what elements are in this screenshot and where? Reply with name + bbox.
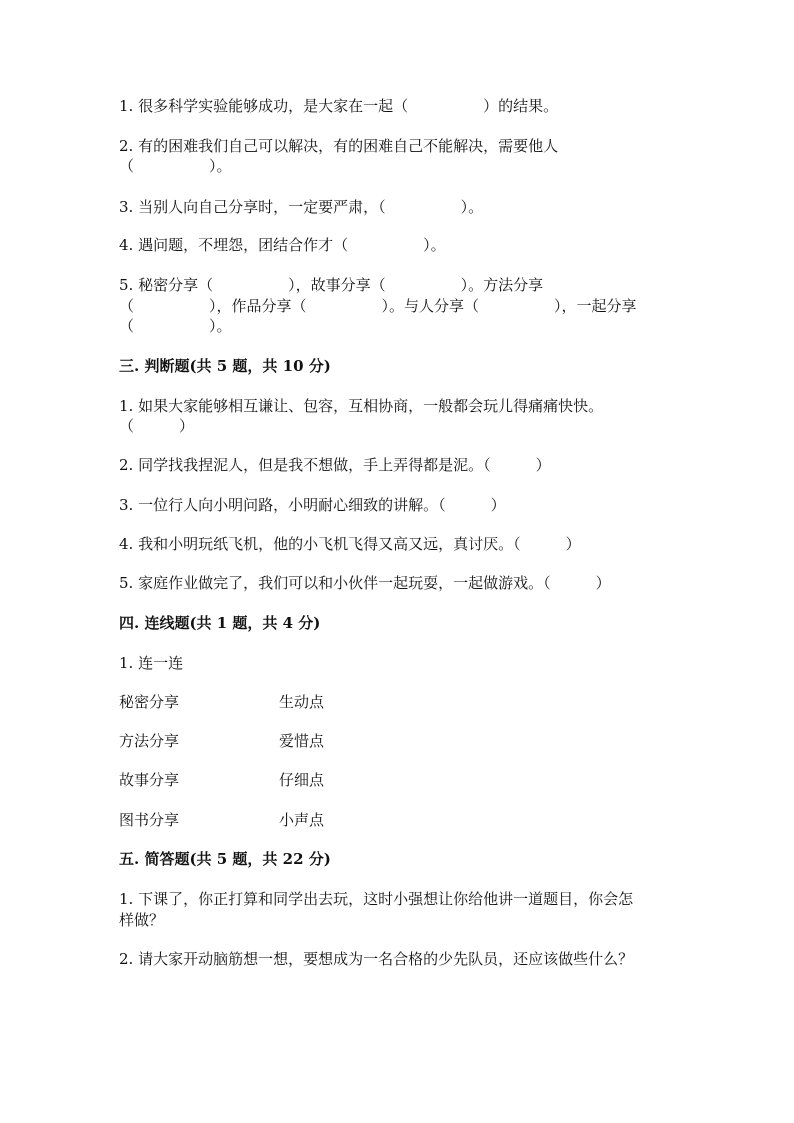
fill-question-1: 1. 很多科学实验能够成功，是大家在一起（ ）的结果。 bbox=[119, 97, 559, 115]
judge-question-1-line-1: 1. 如果大家能够相互谦让、包容，互相协商，一般都会玩儿得痛痛快快。 bbox=[119, 397, 604, 415]
match-question-1: 1. 连一连 bbox=[119, 654, 184, 672]
match-right-item: 仔细点 bbox=[279, 771, 325, 789]
fill-question-3: 3. 当别人向自己分享时，一定要严肃，（ ）。 bbox=[119, 198, 484, 216]
short-answer-question-1-line-1: 1. 下课了，你正打算和同学出去玩，这时小强想让你给他讲一道题目，你会怎 bbox=[119, 890, 634, 908]
fill-question-5-line-2: （ ），作品分享（ ）。与人分享（ ），一起分享 bbox=[119, 297, 637, 315]
section-4-heading: 四. 连线题(共 1 题，共 4 分) bbox=[119, 614, 321, 632]
match-right-item: 小声点 bbox=[279, 811, 325, 829]
match-right-item: 生动点 bbox=[279, 693, 325, 711]
judge-question-2: 2. 同学找我捏泥人，但是我不想做，手上弄得都是泥。（ ） bbox=[119, 456, 551, 474]
fill-question-5-line-3: （ ）。 bbox=[119, 317, 232, 335]
match-right-item: 爱惜点 bbox=[279, 732, 325, 750]
judge-question-4: 4. 我和小明玩纸飞机，他的小飞机飞得又高又远，真讨厌。（ ） bbox=[119, 535, 581, 553]
section-5-heading: 五. 简答题(共 5 题，共 22 分) bbox=[119, 850, 331, 868]
short-answer-question-2: 2. 请大家开动脑筋想一想，要想成为一名合格的少先队员，还应该做些什么？ bbox=[119, 950, 634, 968]
judge-question-5: 5. 家庭作业做完了，我们可以和小伙伴一起玩耍，一起做游戏。（ ） bbox=[119, 574, 611, 592]
section-3-heading: 三. 判断题(共 5 题，共 10 分) bbox=[119, 357, 331, 375]
fill-question-2-line-1: 2. 有的困难我们自己可以解决，有的困难自己不能解决，需要他人 bbox=[119, 137, 559, 155]
fill-question-2-line-2: （ ）。 bbox=[119, 157, 232, 175]
fill-question-5-line-1: 5. 秘密分享（ ），故事分享（ ）。方法分享 bbox=[119, 276, 544, 294]
match-left-item: 方法分享 bbox=[119, 732, 180, 750]
match-left-item: 秘密分享 bbox=[119, 693, 180, 711]
fill-question-4: 4. 遇问题，不埋怨，团结合作才（ ）。 bbox=[119, 236, 446, 254]
short-answer-question-1-line-2: 样做？ bbox=[119, 911, 165, 929]
match-left-item: 故事分享 bbox=[119, 771, 180, 789]
match-left-item: 图书分享 bbox=[119, 811, 180, 829]
judge-question-1-line-2: （ ） bbox=[119, 417, 195, 435]
judge-question-3: 3. 一位行人向小明问路，小明耐心细致的讲解。（ ） bbox=[119, 496, 506, 514]
